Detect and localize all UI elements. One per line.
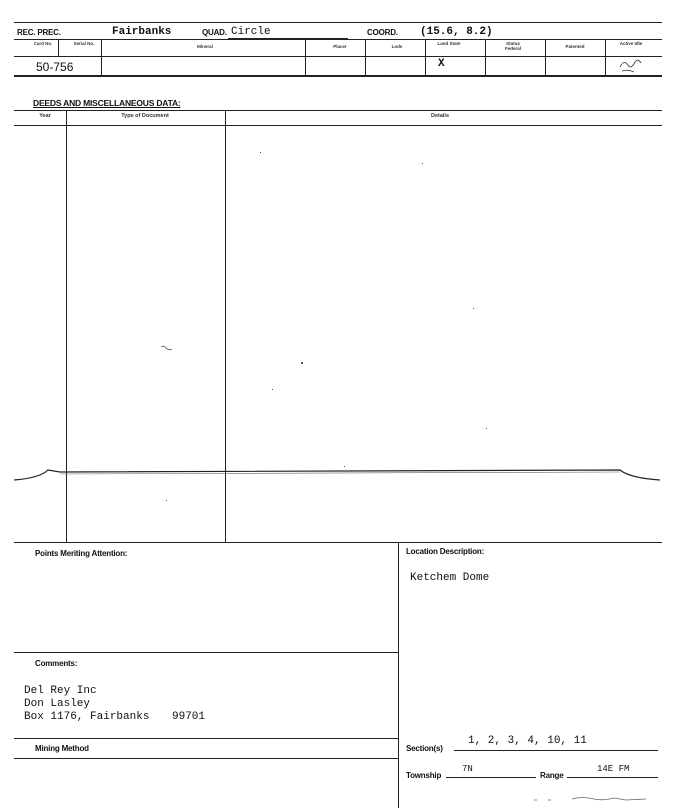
page-fold-line: [0, 462, 678, 482]
township-value: 7N: [462, 764, 473, 774]
coord-label: COORD.: [367, 28, 398, 37]
mining-method-label: Mining Method: [35, 744, 89, 753]
quad-value: Circle: [231, 26, 271, 38]
points-meriting-label: Points Meriting Attention:: [35, 549, 128, 558]
location-description-value: Ketchem Dome: [410, 572, 490, 584]
col-divider-3: [365, 39, 366, 75]
col-divider-5: [485, 39, 486, 75]
col-card-no: Card No.: [33, 41, 53, 46]
col-placer: Placer: [333, 44, 347, 49]
coord-value: (15.6, 8.2): [420, 26, 493, 38]
bottom-center-divider: [398, 542, 399, 808]
rec-prec-value: Fairbanks: [112, 26, 172, 38]
col-divider-4: [425, 39, 426, 75]
col-status-federal: Status Federal: [504, 41, 521, 51]
range-label: Range: [540, 771, 564, 780]
quad-label: QUAD.: [202, 28, 227, 37]
township-label: Township: [406, 771, 442, 780]
col-divider-2: [305, 39, 306, 75]
deeds-col-details: Details: [430, 113, 450, 119]
deeds-title: DEEDS AND MISCELLANEOUS DATA:: [33, 98, 181, 108]
col-serial-no: Serial No.: [73, 41, 95, 46]
active-idle-scribble: [617, 57, 647, 75]
comments-line-3: Box 1176, Fairbanks: [24, 711, 150, 723]
deeds-col-year: Year: [39, 113, 51, 119]
col-divider-card-serial: [58, 39, 59, 56]
mining-method-top-line: [14, 738, 398, 739]
deeds-header-line: [14, 125, 662, 126]
section-label: Section(s): [406, 744, 443, 753]
rec-prec-label: REC. PREC.: [17, 28, 61, 37]
card-number-value: 50-756: [36, 60, 74, 74]
comments-label: Comments:: [35, 659, 78, 668]
section-underline: [454, 750, 658, 751]
record-row-bottom-line: [14, 75, 662, 77]
scan-mark: [160, 344, 174, 354]
col-divider-1: [101, 39, 102, 75]
deeds-top-line: [14, 110, 662, 111]
range-value: 14E FM: [597, 764, 630, 774]
mining-method-bottom-line: [14, 758, 398, 759]
comments-top-line: [14, 652, 398, 653]
deeds-col-type: Type of Document: [121, 113, 169, 119]
column-header-bottom-line: [14, 56, 662, 57]
column-header-top-line: [14, 39, 662, 40]
scan-mark-bottom: [532, 794, 662, 804]
comments-line-1: Del Rey Inc: [24, 685, 97, 697]
location-description-label: Location Description:: [406, 547, 485, 556]
bottom-section-top-line: [14, 542, 662, 543]
comments-line-2: Don Lasley: [24, 698, 91, 710]
land-state-mark: X: [438, 58, 445, 70]
col-land-state: Land State: [437, 41, 461, 46]
township-underline: [446, 777, 536, 778]
col-mineral: Mineral: [197, 44, 213, 49]
range-underline: [567, 777, 658, 778]
col-divider-6: [545, 39, 546, 75]
col-patented: Patented: [565, 44, 585, 49]
section-value: 1, 2, 3, 4, 10, 11: [468, 735, 587, 747]
col-active-idle: Active Idle: [619, 41, 643, 46]
comments-zip: 99701: [172, 711, 206, 723]
top-border: [14, 22, 662, 23]
col-lode: Lode: [391, 44, 403, 49]
col-divider-7: [605, 39, 606, 75]
